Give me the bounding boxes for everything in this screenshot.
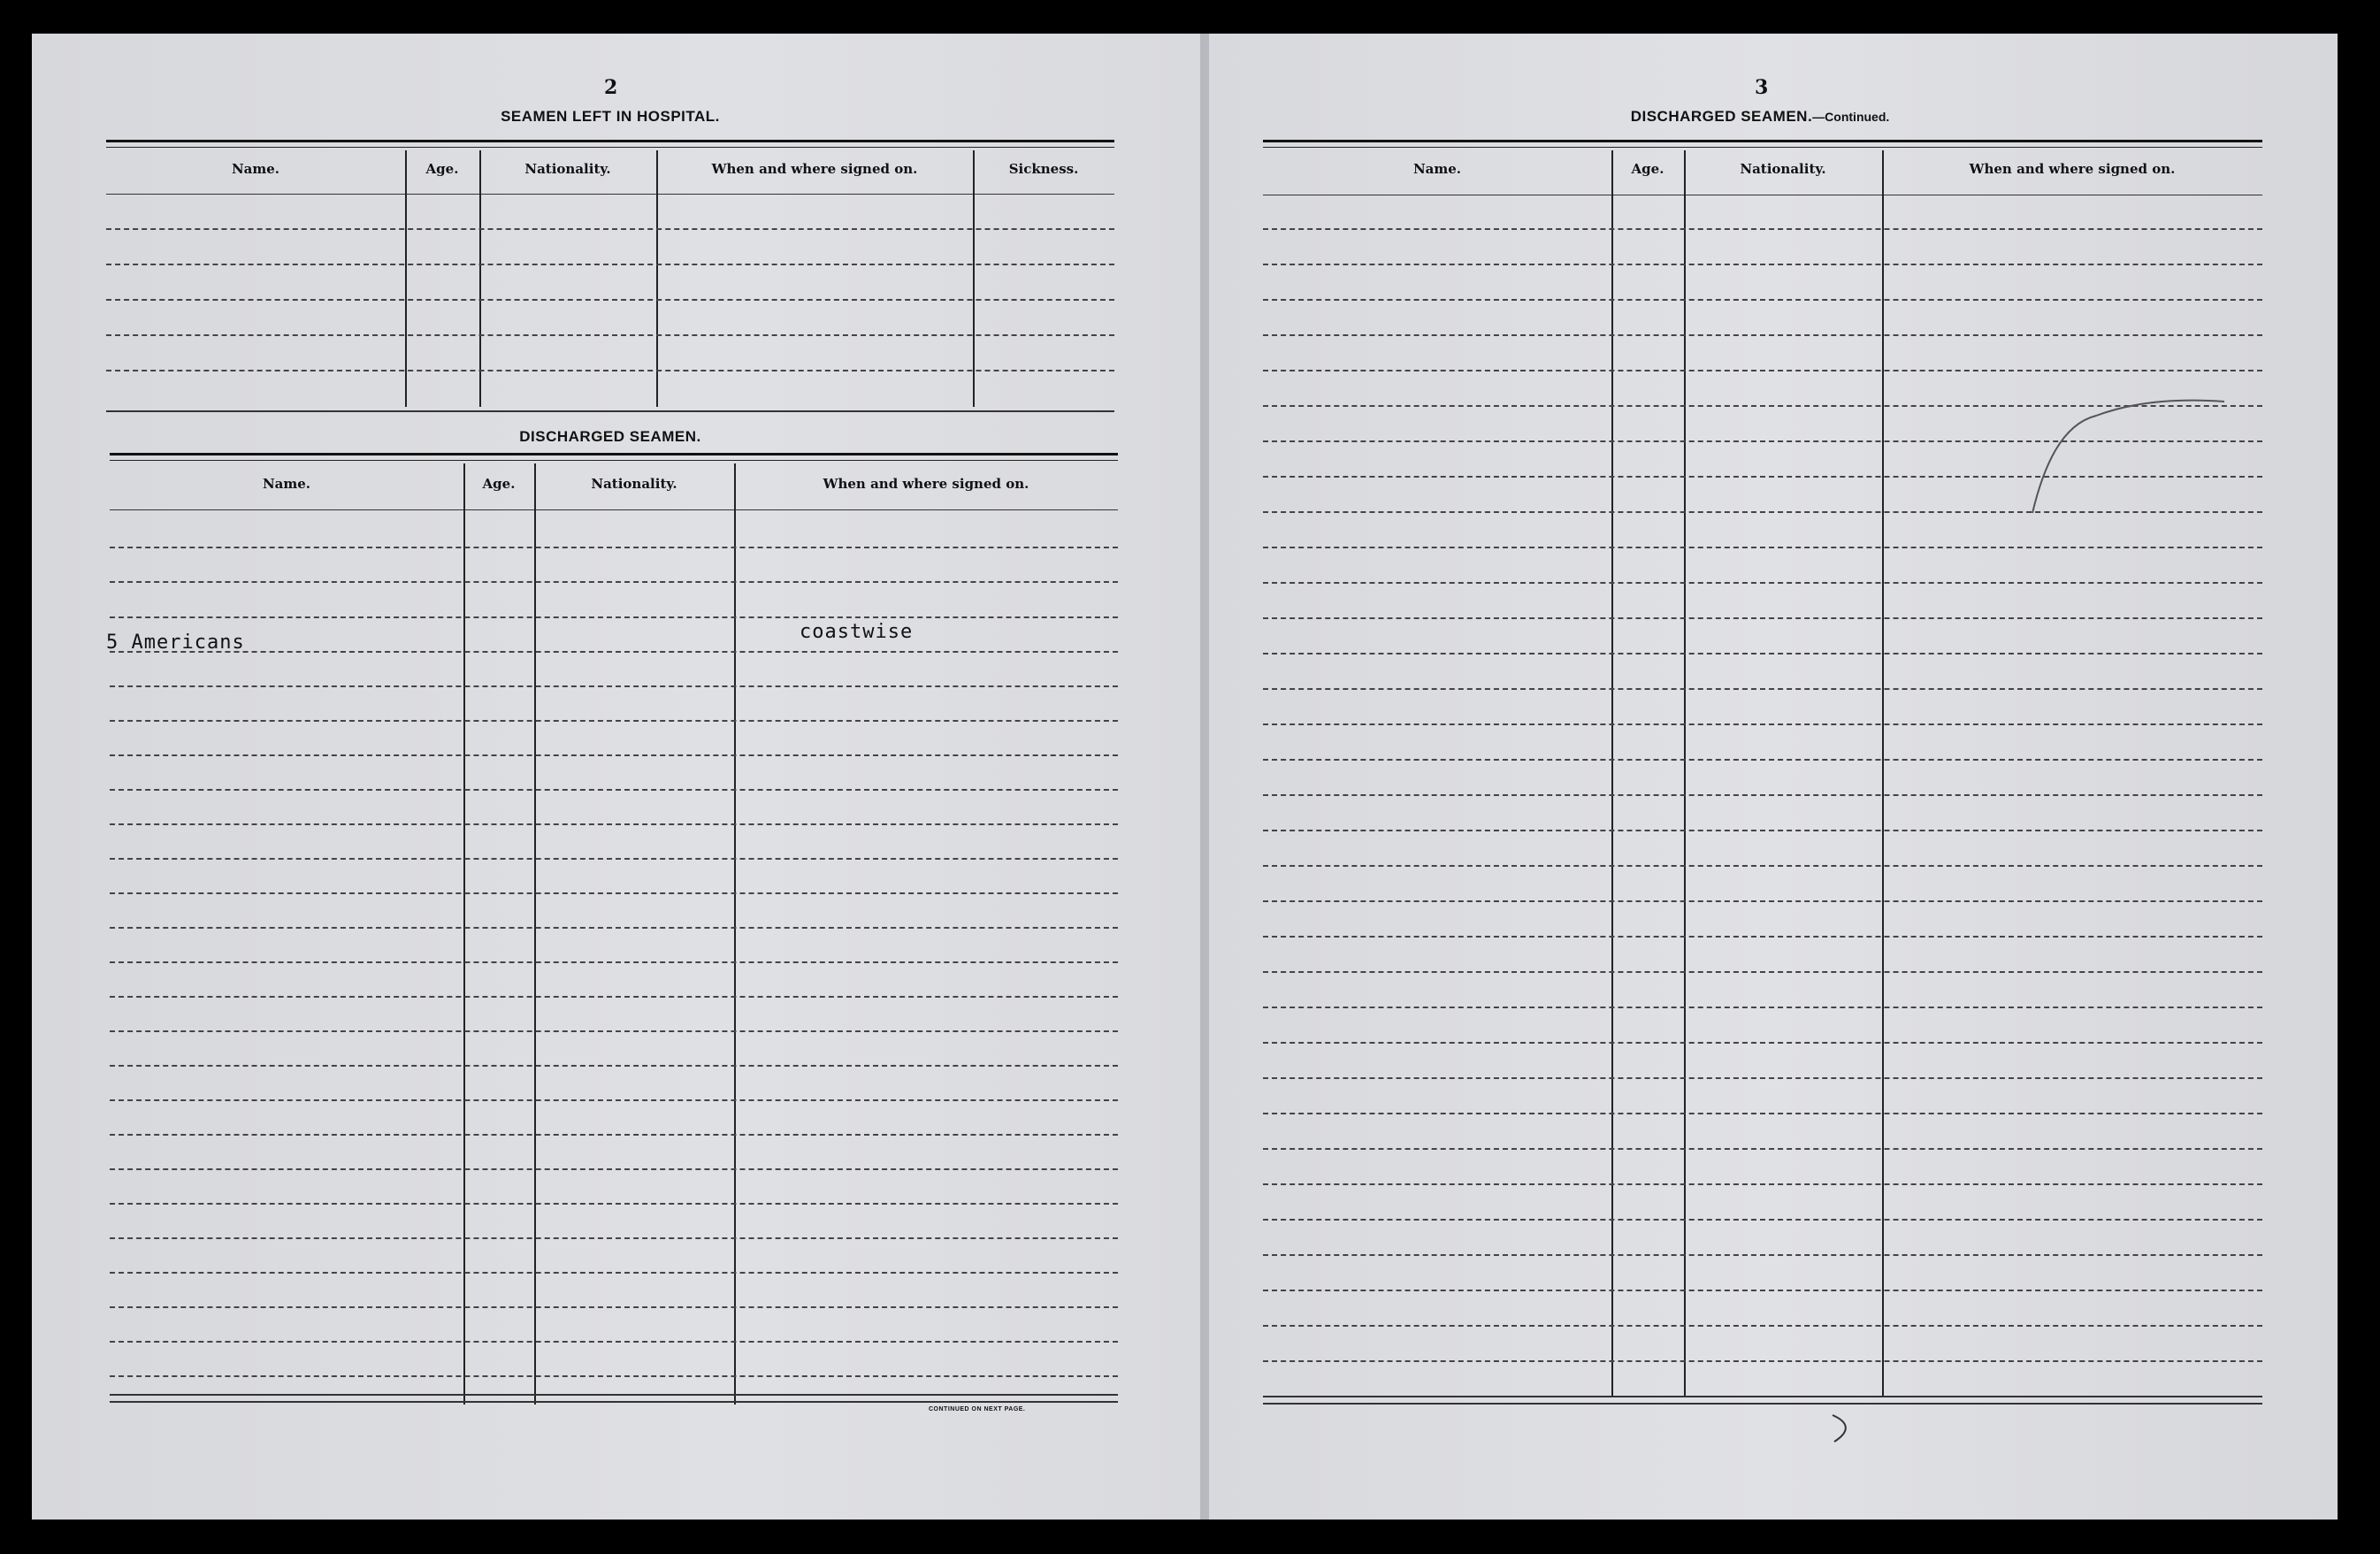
entry-signed-on: coastwise	[800, 621, 914, 643]
discharged-col-nationality: Nationality.	[591, 476, 677, 492]
hospital-col-sickness: Sickness.	[1008, 161, 1079, 177]
hospital-col-name: Name.	[231, 161, 280, 177]
discharged-col-signed-on: When and where signed on.	[823, 476, 1029, 492]
discharged-col-age: Age.	[482, 476, 516, 492]
page-number-right: 3	[1755, 76, 1769, 99]
discharged-col-name: Name.	[262, 476, 311, 492]
page-number-left: 2	[604, 76, 618, 99]
right-discharged-table	[1263, 140, 2262, 1406]
hospital-col-signed-on: When and where signed on.	[711, 161, 918, 177]
pencil-mark-small	[1827, 1412, 1863, 1447]
discharged-section-title: DISCHARGED SEAMEN.	[519, 428, 701, 445]
page-fold	[1200, 34, 1209, 1520]
right-col-age: Age.	[1631, 161, 1664, 177]
right-section-title	[1539, 108, 1981, 126]
hospital-table	[106, 140, 1114, 416]
pencil-mark	[2025, 389, 2229, 522]
continued-note: CONTINUED ON NEXT PAGE.	[929, 1406, 1026, 1412]
discharged-table	[110, 453, 1118, 1408]
hospital-section-title: SEAMEN LEFT IN HOSPITAL.	[501, 108, 720, 125]
right-title-continued: —Continued.	[1812, 110, 1890, 124]
right-col-name: Name.	[1412, 161, 1462, 177]
right-col-nationality: Nationality.	[1740, 161, 1826, 177]
entry-name: 5 Americans	[106, 632, 245, 654]
right-title-main: DISCHARGED SEAMEN.	[1630, 108, 1813, 125]
hospital-col-age: Age.	[425, 161, 459, 177]
hospital-col-nationality: Nationality.	[524, 161, 611, 177]
right-col-signed-on: When and where signed on.	[1969, 161, 2176, 177]
